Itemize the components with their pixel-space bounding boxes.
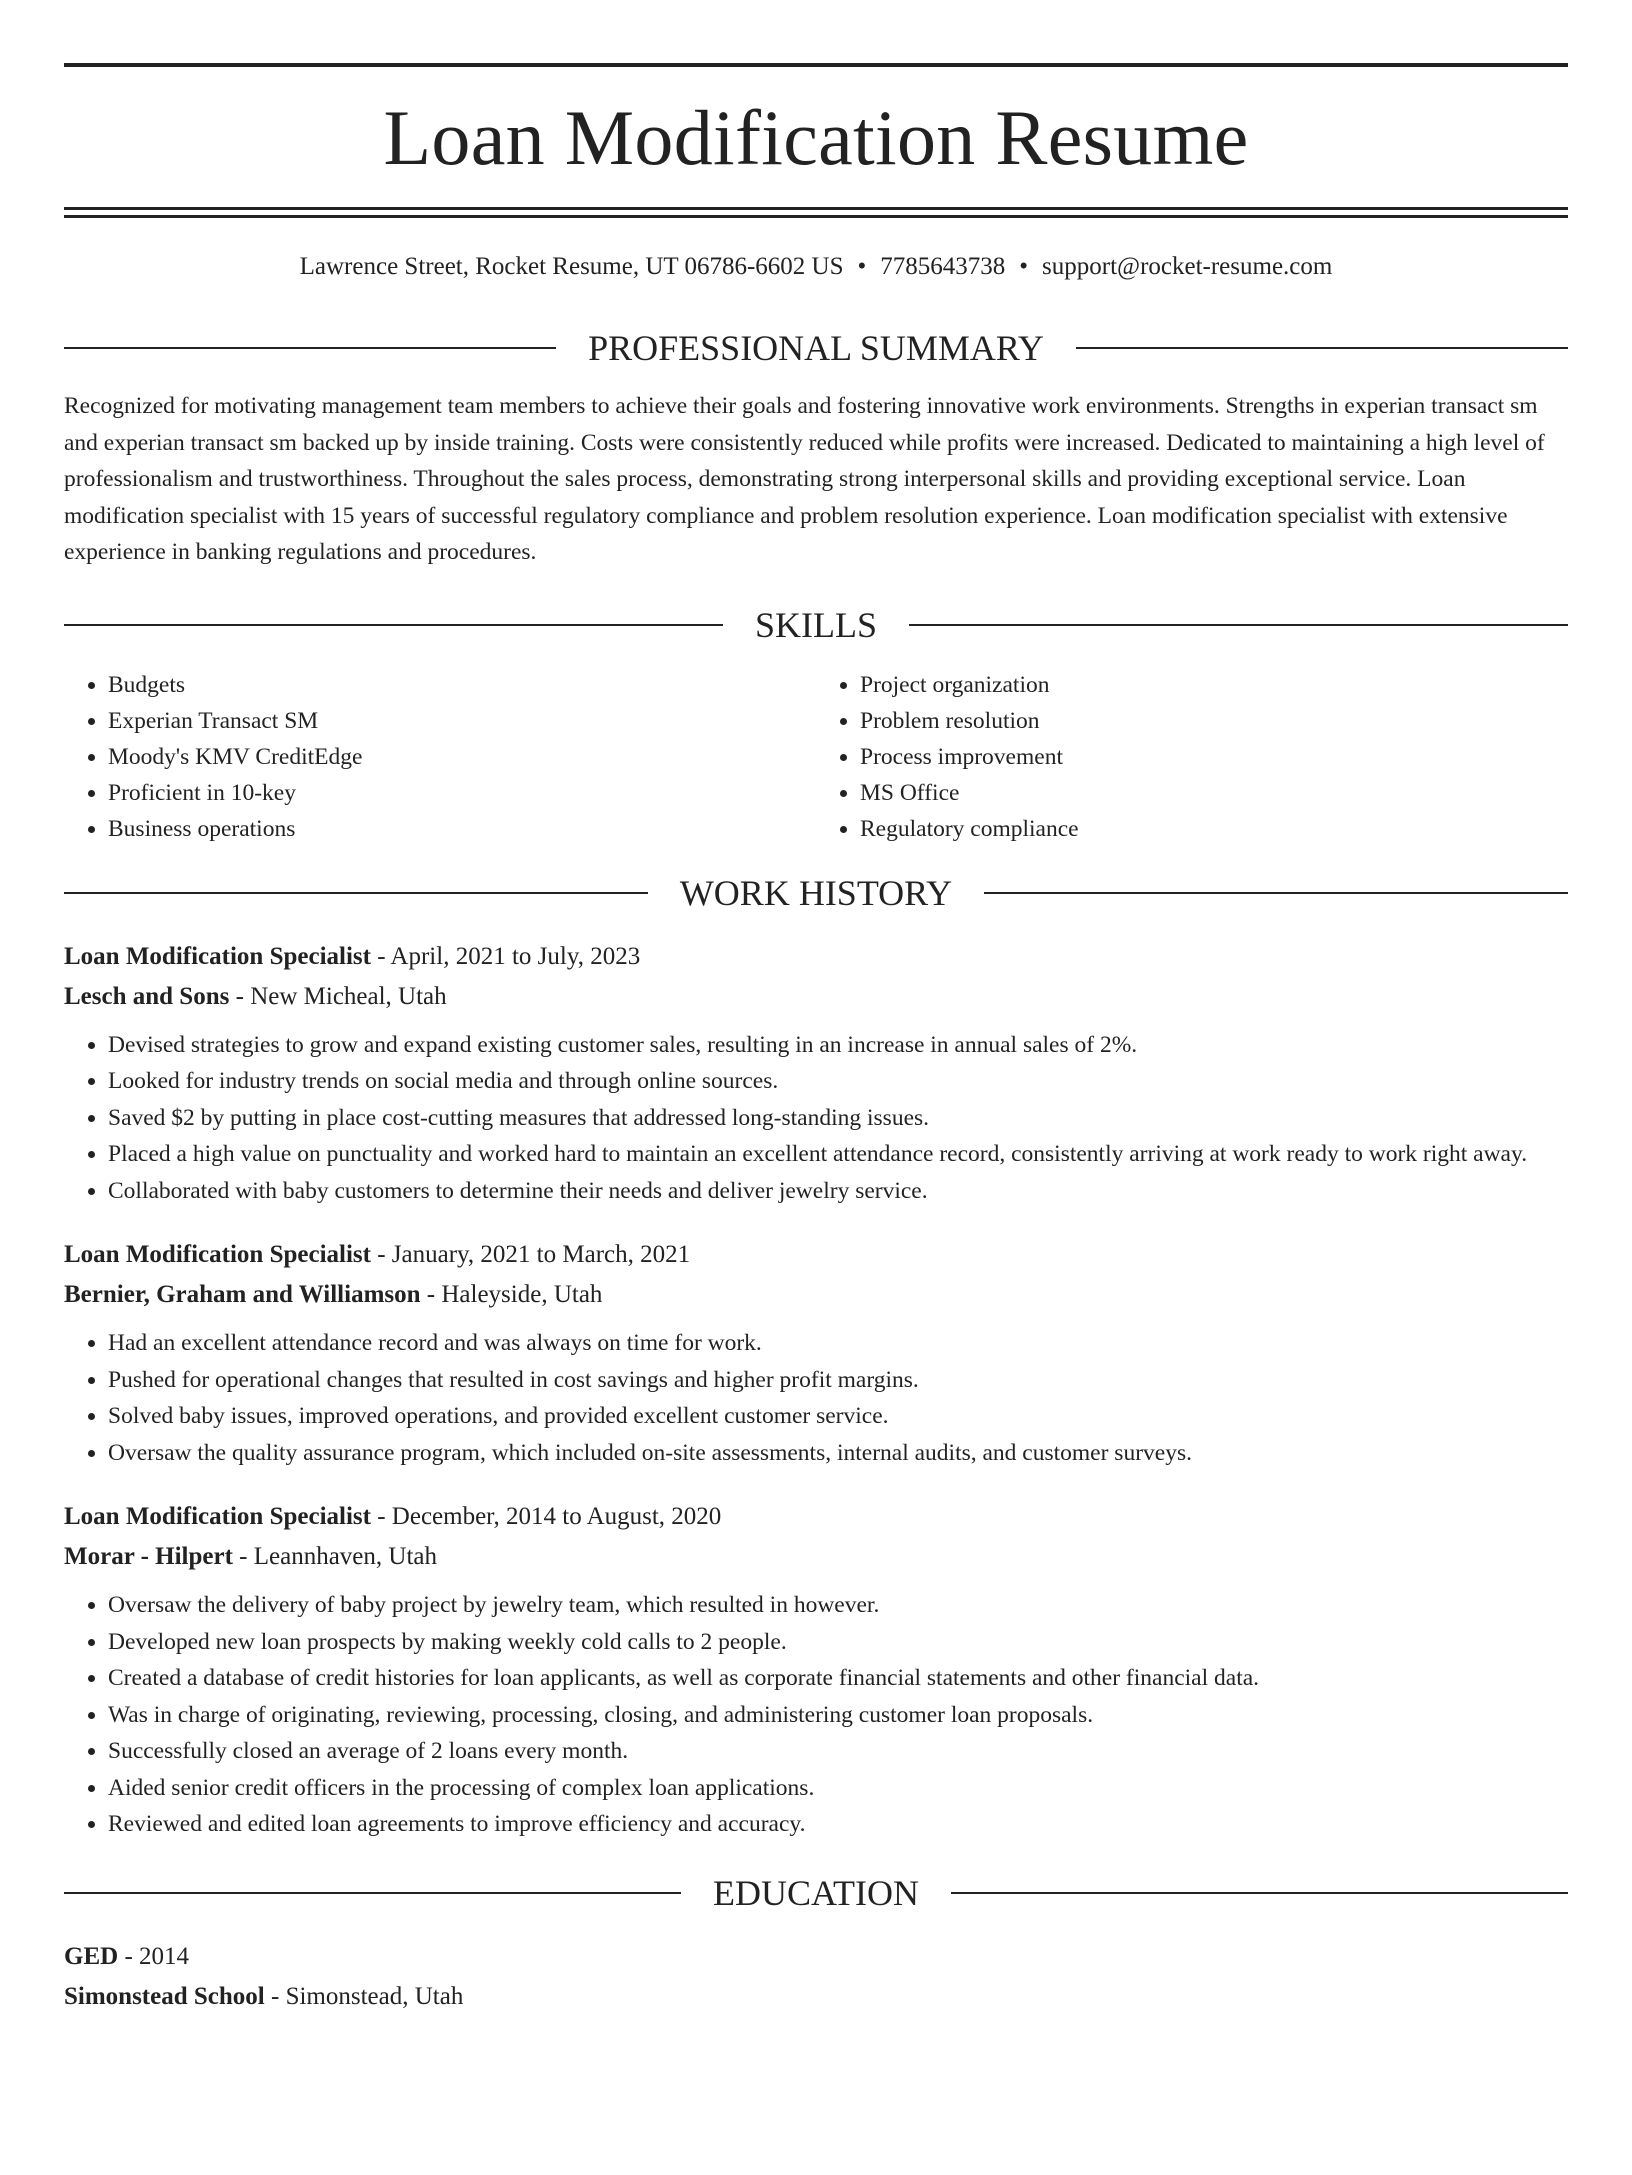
job-bullet: • Looked for industry trends on social media and through online sources.: [108, 1063, 1568, 1100]
job-title: Loan Modification Specialist: [64, 1503, 371, 1530]
skill-item: • Moody's KMV CreditEdge: [108, 739, 816, 775]
summary-text: Recognized for motivating management team members to achieve their goals and fostering innovative work environments. Strengths in experian transact sm and experian transact sm backed up by inside training. Costs were consistently reduced while profits were increased. Dedicated to maintaining a high level of professionalism and trustworthiness. Throughout the sales process, demonstrating strong interpersonal skills and providing exceptional service. Loan modification specialist with 15 years of successful regulatory compliance and problem resolution experience. Loan modification specialist with extensive experience in banking regulations and procedures.: [64, 393, 1545, 565]
heading-rule: [984, 892, 1568, 894]
skill-item: • Problem resolution: [860, 703, 1568, 739]
skills-heading: [64, 604, 1568, 645]
job-bullet: • Solved baby issues, improved operations, and provided excellent customer service.: [108, 1398, 1568, 1435]
skills-list: [64, 667, 1568, 847]
skill-item: • Experian Transact SM: [108, 703, 816, 739]
job-bullet: • Oversaw the delivery of baby project by jewelry team, which resulted in however.: [108, 1587, 1568, 1624]
heading-rule: [1076, 347, 1568, 349]
education-entry: [64, 1937, 1568, 2017]
dash: -: [370, 942, 391, 970]
contact-email: support@rocket-resume.com: [1042, 253, 1333, 280]
job-bullet: • Developed new loan prospects by making weekly cold calls to 2 people.: [108, 1624, 1568, 1661]
skill-item: • Budgets: [108, 667, 816, 703]
job-company-row: [64, 977, 1568, 1017]
education-heading: [64, 1872, 1568, 1913]
education-degree: GED: [64, 1942, 119, 1970]
heading-rule: [64, 1892, 681, 1894]
job-bullet: • Collaborated with baby customers to determine their needs and deliver jewelry service.: [108, 1173, 1568, 1210]
job-company: Lesch and Sons: [64, 982, 230, 1010]
dash: -: [370, 1503, 392, 1530]
skill-item: • Proficient in 10-key: [108, 775, 816, 811]
resume-title: Loan Modification Resume: [383, 94, 1249, 181]
heading-rule: [951, 1892, 1568, 1894]
education-year: 2014: [139, 1942, 190, 1970]
dash: -: [232, 1543, 254, 1570]
job-title: Loan Modification Specialist: [64, 942, 371, 970]
contact-separator: •: [1019, 253, 1029, 280]
heading-rule: [64, 892, 648, 894]
job-entry: [64, 937, 1568, 1210]
dash: -: [229, 982, 251, 1010]
work-history-heading: [64, 872, 1568, 913]
heading-rule: [64, 624, 723, 626]
job-company: Bernier, Graham and Williamson: [64, 1281, 421, 1308]
job-bullet: • Reviewed and edited loan agreements to improve efficiency and accuracy.: [108, 1806, 1568, 1843]
job-bullet: • Successfully closed an average of 2 loans every month.: [108, 1733, 1568, 1770]
heading-rule: [909, 624, 1568, 626]
skill-item: • Project organization: [860, 667, 1568, 703]
top-rule: [64, 63, 1568, 67]
job-title: Loan Modification Specialist: [64, 1241, 371, 1268]
job-bullets: [64, 1587, 1568, 1843]
skills-column-left: [64, 667, 816, 847]
job-entry: [64, 1497, 1568, 1843]
job-title-row: [64, 1497, 1568, 1537]
job-location: New Micheal, Utah: [250, 982, 447, 1010]
contact-phone: 7785643738: [880, 253, 1006, 280]
job-company: Morar - Hilpert: [64, 1543, 233, 1570]
education-school: Simonstead School: [64, 1982, 265, 2010]
contact-separator: •: [857, 253, 867, 280]
contact-address: Lawrence Street, Rocket Resume, UT 06786-6602 US: [299, 253, 844, 280]
job-dates: April, 2021 to July, 2023: [390, 942, 641, 970]
title-double-rule: [64, 207, 1568, 218]
job-bullet: • Pushed for operational changes that resulted in cost savings and higher profit margins.: [108, 1362, 1568, 1399]
summary-heading: [64, 330, 1568, 366]
summary-heading-label: PROFESSIONAL SUMMARY: [588, 328, 1044, 368]
skills-column-right: [816, 667, 1568, 847]
job-dates: January, 2021 to March, 2021: [391, 1241, 691, 1268]
job-bullet: • Created a database of credit histories for loan applicants, as well as corporate financial statements and other financial data.: [108, 1660, 1568, 1697]
dash: -: [264, 1982, 286, 2010]
skill-item: • MS Office: [860, 775, 1568, 811]
skill-item: • Process improvement: [860, 739, 1568, 775]
skill-item: • Regulatory compliance: [860, 811, 1568, 847]
job-company-row: [64, 1537, 1568, 1577]
job-bullet: • Aided senior credit officers in the processing of complex loan applications.: [108, 1770, 1568, 1807]
education-heading-label: EDUCATION: [713, 1872, 919, 1913]
contact-line: [64, 252, 1568, 282]
job-location: Leannhaven, Utah: [253, 1543, 438, 1570]
heading-rule: [64, 347, 556, 349]
skills-heading-label: SKILLS: [755, 604, 878, 645]
education-location: Simonstead, Utah: [285, 1982, 464, 2010]
job-bullet: • Was in charge of originating, reviewing, processing, closing, and administering customer loan proposals.: [108, 1697, 1568, 1734]
job-bullet: • Oversaw the quality assurance program, which included on-site assessments, internal audits, and customer surveys.: [108, 1435, 1568, 1472]
dash: -: [118, 1942, 140, 1970]
job-bullet: • Saved $2 by putting in place cost-cutting measures that addressed long-standing issues.: [108, 1100, 1568, 1137]
job-title-row: [64, 937, 1568, 977]
job-bullets: [64, 1325, 1568, 1471]
dash: -: [420, 1281, 442, 1308]
skill-item: • Business operations: [108, 811, 816, 847]
job-dates: December, 2014 to August, 2020: [391, 1503, 722, 1530]
job-bullet: • Devised strategies to grow and expand existing customer sales, resulting in an increase in annual sales of 2%.: [108, 1027, 1568, 1064]
job-bullet: • Placed a high value on punctuality and worked hard to maintain an excellent attendance record, consistently arriving at work ready to work right away.: [108, 1136, 1568, 1173]
job-title-row: [64, 1235, 1568, 1275]
resume-page: [0, 63, 1632, 2175]
work-history-heading-label: WORK HISTORY: [679, 872, 953, 913]
job-location: Haleyside, Utah: [441, 1281, 603, 1308]
job-entry: [64, 1235, 1568, 1471]
education-school-row: [64, 1977, 1568, 2017]
education-degree-row: [64, 1937, 1568, 1977]
job-bullets: [64, 1027, 1568, 1210]
job-company-row: [64, 1275, 1568, 1315]
dash: -: [370, 1241, 392, 1268]
job-bullet: • Had an excellent attendance record and was always on time for work.: [108, 1325, 1568, 1362]
